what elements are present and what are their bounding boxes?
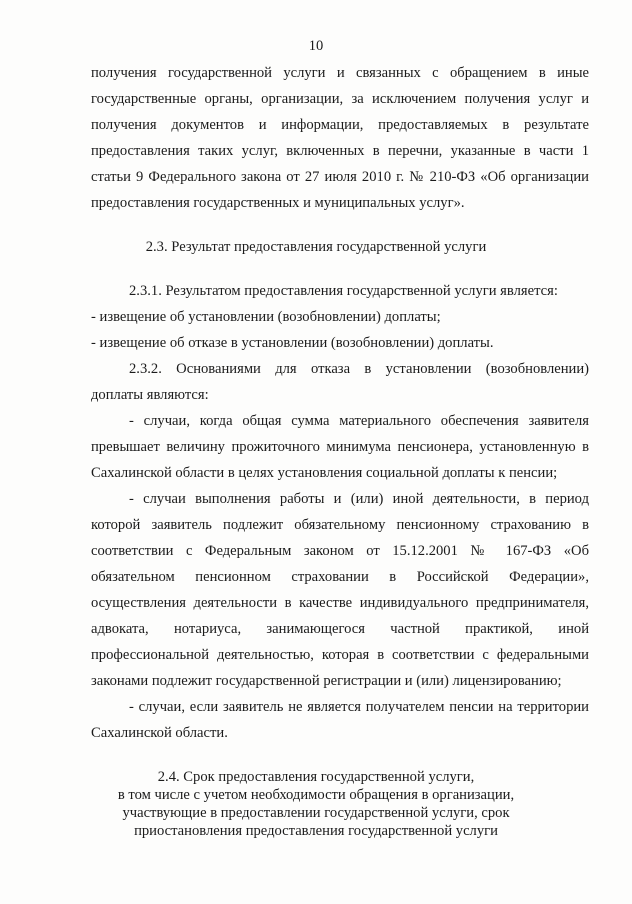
body-line: - случаи, когда общая сумма материального обеспечения заявителя: [129, 413, 589, 429]
body-line: осуществления деятельности в качестве индивидуального предпринимателя,: [91, 595, 589, 611]
body-line: - извещение об установлении (возобновлении) доплаты;: [91, 309, 441, 325]
body-line: которой заявитель подлежит обязательному пенсионному страхованию в: [91, 517, 589, 533]
body-line: предоставления государственных и муниципальных услуг».: [91, 195, 465, 211]
body-line: 2.3.1. Результатом предоставления государственной услуги является:: [129, 283, 558, 299]
body-line: государственные органы, организации, за исключением получения услуг и: [91, 91, 589, 107]
body-line: - случаи выполнения работы и (или) иной деятельности, в период: [129, 491, 589, 507]
section-heading: 2.3. Результат предоставления государственной услуги: [145, 239, 487, 255]
body-line: получения документов и информации, предоставляемых в результате: [91, 117, 589, 133]
section-heading: приостановления предоставления государственной услуги: [134, 823, 498, 839]
section-heading: 2.4. Срок предоставления государственной услуги,: [157, 769, 475, 785]
body-line: превышает величину прожиточного минимума пенсионера, установленную в: [91, 439, 589, 455]
body-line: 2.3.2. Основаниями для отказа в установлении (возобновлении): [129, 361, 589, 377]
section-heading: участвующие в предоставлении государственной услуги, срок: [122, 805, 510, 821]
body-line: предоставления таких услуг, включенных в перечни, указанные в части 1: [91, 143, 589, 159]
body-line: адвоката, нотариуса, занимающегося частной практикой, иной: [91, 621, 589, 637]
body-line: обязательном пенсионном страховании в Российской Федерации»,: [91, 569, 589, 585]
body-line: - случаи, если заявитель не является получателем пенсии на территории: [129, 699, 589, 715]
body-line: получения государственной услуги и связанных с обращением в иные: [91, 65, 589, 81]
body-line: Сахалинской области в целях установления социальной доплаты к пенсии;: [91, 465, 558, 481]
body-line: профессиональной деятельностью, которая в соответствии с федеральными: [91, 647, 589, 663]
body-line: - извещение об отказе в установлении (возобновлении) доплаты.: [91, 335, 494, 351]
body-line: соответствии с Федеральным законом от 15.12.2001 № 167-ФЗ «Об: [91, 543, 589, 559]
page-number: 10: [308, 38, 324, 54]
section-heading: в том числе с учетом необходимости обращения в организации,: [117, 787, 515, 803]
body-line: доплаты являются:: [91, 387, 209, 403]
body-line: Сахалинской области.: [91, 725, 228, 741]
body-line: статьи 9 Федерального закона от 27 июля 2010 г. № 210-ФЗ «Об организации: [91, 169, 589, 185]
body-line: законами подлежит государственной регистрации и (или) лицензированию;: [91, 673, 562, 689]
